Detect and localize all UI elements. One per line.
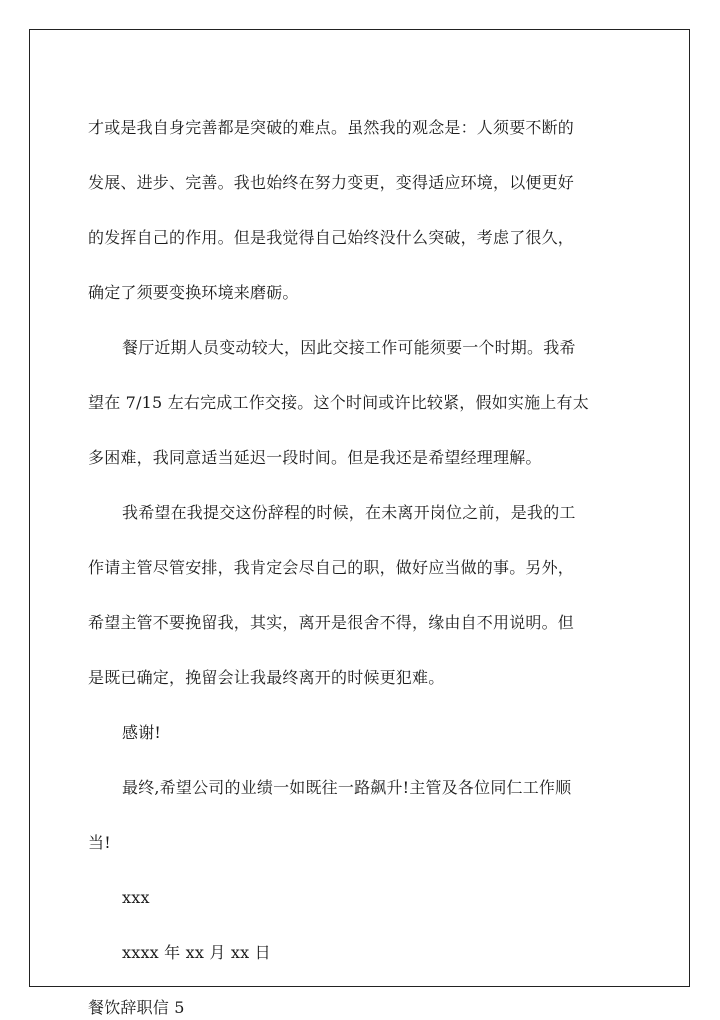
signature-name: xxx — [122, 888, 150, 907]
text-line: 希望主管不要挽留我，其实，离开是很舍不得，缘由自不用说明。但 — [88, 613, 575, 632]
text-line: 多困难，我同意适当延迟一段时间。但是我还是希望经理理解。 — [88, 448, 542, 467]
paragraph-start-line: 餐厅近期人员变动较大，因此交接工作可能须要一个时期。我希 — [122, 338, 576, 357]
text-line: 望在 7/15 左右完成工作交接。这个时间或许比较紧，假如实施上有太 — [88, 393, 589, 412]
next-section-title: 餐饮辞职信 5 — [88, 998, 185, 1017]
paragraph-start-line: 最终,希望公司的业绩一如既往一路飙升!主管及各位同仁工作顺 — [122, 778, 572, 797]
text-line: 发展、进步、完善。我也始终在努力变更，变得适应环境，以便更好 — [88, 173, 575, 192]
text-line: 当! — [88, 833, 111, 852]
text-line: 是既已确定，挽留会让我最终离开的时候更犯难。 — [88, 668, 445, 687]
text-line: 确定了须要变换环境来磨砺。 — [88, 283, 299, 302]
document-page — [29, 29, 690, 1017]
thanks-line: 感谢! — [122, 723, 162, 742]
text-line: 的发挥自己的作用。但是我觉得自己始终没什么突破，考虑了很久， — [88, 228, 575, 247]
signature-date: xxxx 年 xx 月 xx 日 — [122, 943, 271, 962]
text-line: 才或是我自身完善都是突破的难点。虽然我的观念是：人须要不断的 — [88, 118, 575, 137]
paragraph-start-line: 我希望在我提交这份辞程的时候，在未离开岗位之前，是我的工 — [122, 503, 576, 522]
text-line: 作请主管尽管安排，我肯定会尽自己的职，做好应当做的事。另外， — [88, 558, 575, 577]
